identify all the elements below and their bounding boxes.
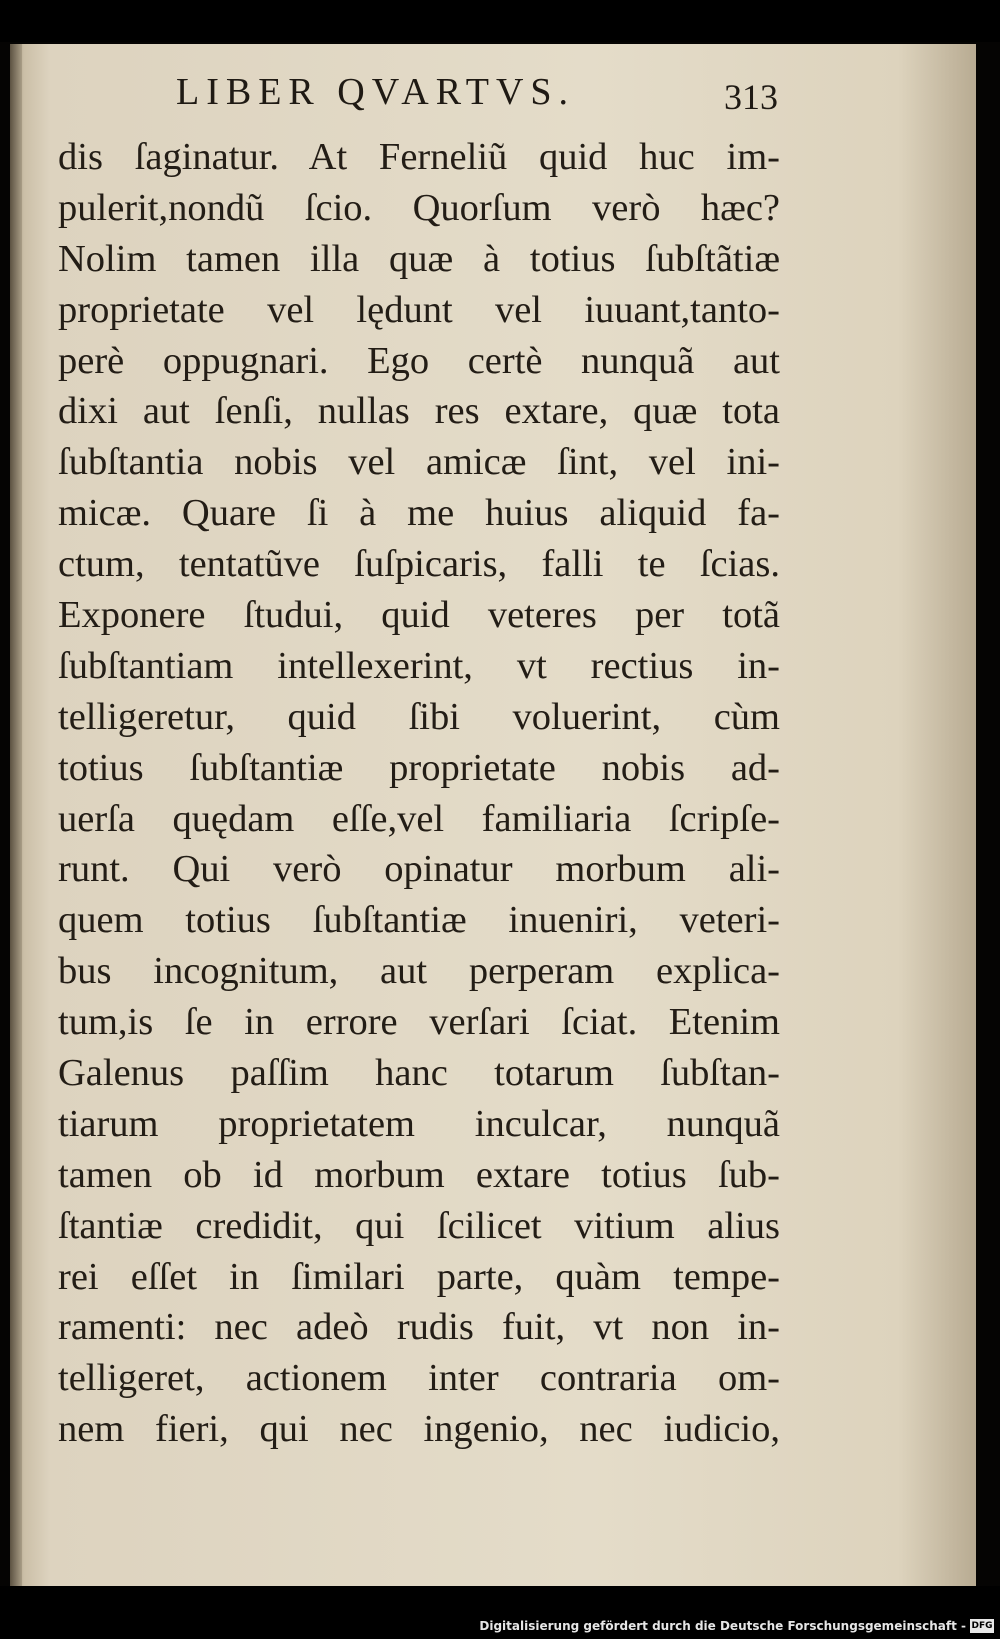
text-line: quem totius ſubſtantiæ inueniri, veteri-: [58, 899, 780, 942]
text-line: telligeretur, quid ſibi voluerint, cùm: [58, 695, 780, 738]
footer-bar: [0, 1616, 1000, 1639]
text-line: telligeret, actionem inter contraria om-: [58, 1357, 780, 1400]
text-line: ſubſtantia nobis vel amicæ ſint, vel ini-: [58, 441, 780, 484]
body-text: [58, 132, 780, 1455]
text-line: ſtantiæ credidit, qui ſcilicet vitium alius: [58, 1204, 780, 1247]
text-line: dis ſaginatur. At Ferneliũ quid huc im-: [58, 136, 780, 178]
text-line: tamen ob id morbum extare totius ſub-: [58, 1153, 780, 1196]
text-line: proprietate vel lędunt vel iuuant,tanto-: [58, 288, 780, 331]
text-line: perè oppugnari. Ego certè nunquã aut: [58, 339, 780, 382]
text-line: ctum, tentatũve ſuſpicaris, falli te ſcias.: [58, 543, 780, 586]
text-line: Galenus paſſim hanc totarum ſubſtan-: [58, 1052, 780, 1095]
text-line: uerſa quędam eſſe,vel familiaria ſcripſe-: [58, 797, 780, 840]
text-line: tum,is ſe in errore verſari ſciat. Etenim: [58, 1001, 780, 1044]
text-line: dixi aut ſenſi, nullas res extare, quæ tota: [58, 390, 780, 433]
text-line: bus incognitum, aut perperam explica-: [58, 950, 780, 993]
running-head: LIBER QVARTVS.: [176, 71, 576, 113]
text-line: ramenti: nec adeò rudis fuit, vt non in-: [58, 1306, 780, 1349]
page-gutter-shadow: [10, 44, 22, 1586]
dfg-logo: DFG: [971, 1621, 993, 1631]
text-line: Exponere ſtudui, quid veteres per totã: [58, 594, 780, 637]
text-line: totius ſubſtantiæ proprietate nobis ad-: [58, 746, 780, 789]
text-line: nem fieri, qui nec ingenio, nec iudicio,: [58, 1408, 780, 1451]
text-line: tiarum proprietatem inculcar, nunquã: [58, 1102, 780, 1145]
page-header: [58, 70, 778, 130]
top-black-border: [0, 0, 1000, 42]
text-line: pulerit,nondũ ſcio. Quorſum verò hæc?: [58, 186, 780, 229]
digitization-credit: Digitalisierung gefördert durch die Deutsche Forschungsgemeinschaft -: [479, 1619, 966, 1633]
page-number: 313: [724, 77, 778, 117]
text-line: rei eſſet in ſimilari parte, quàm tempe-: [58, 1255, 780, 1298]
text-line: ſubſtantiam intellexerint, vt rectius in-: [58, 644, 780, 687]
text-line: Nolim tamen illa quæ à totius ſubſtãtiæ: [58, 237, 780, 280]
text-line: micæ. Quare ſi à me huius aliquid fa-: [58, 492, 780, 535]
text-line: runt. Qui verò opinatur morbum ali-: [58, 848, 780, 891]
